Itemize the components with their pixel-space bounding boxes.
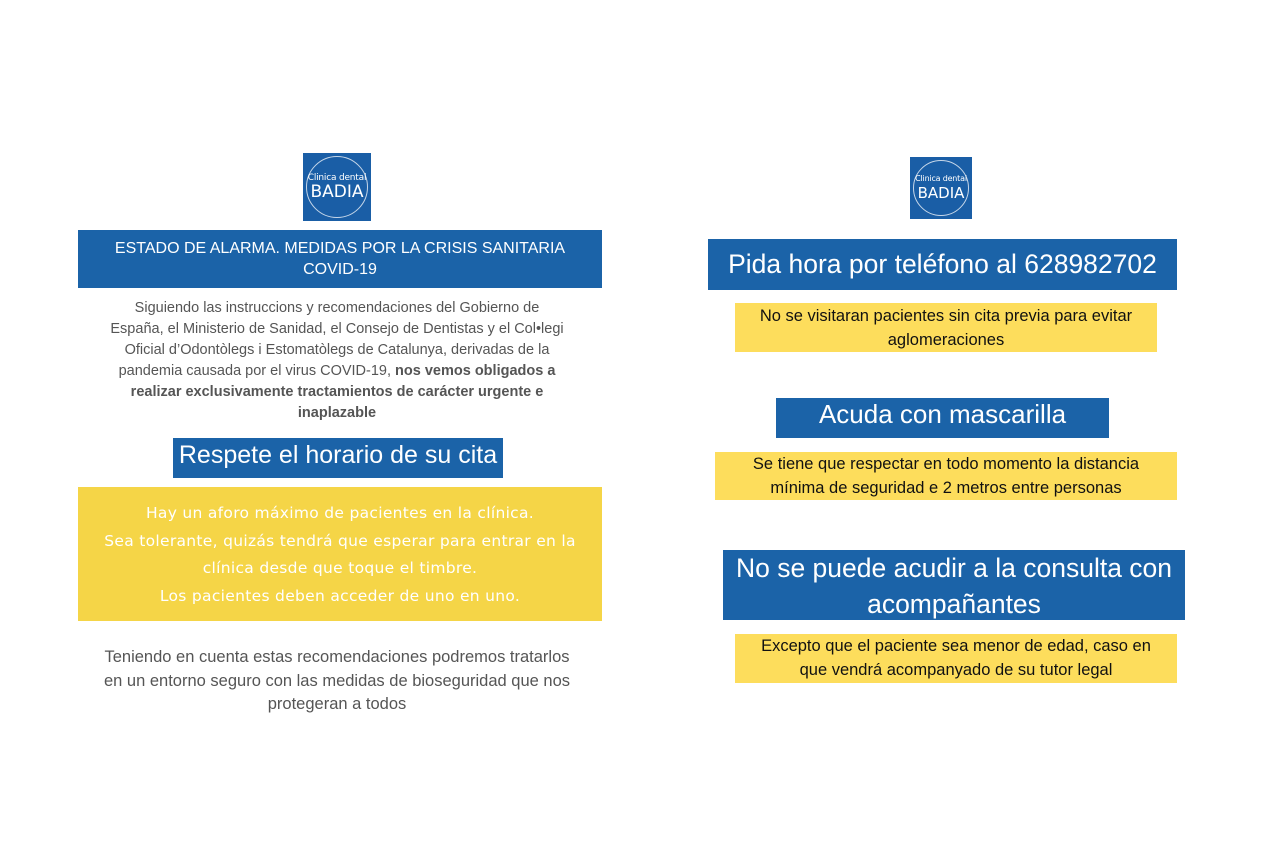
clinic-logo-right [910, 157, 972, 219]
logo-line2: BADIA [310, 182, 364, 202]
aforo-notice: Hay un aforo máximo de pacientes en la clínica. Sea tolerante, quizás tendrá que esperar para entrar en la clínica desde que toque el timbre. Los pacientes deben acceder de uno en uno. [78, 487, 602, 621]
logo-line2: BADIA [917, 184, 965, 202]
logo-line1: Clinica dental [307, 173, 367, 183]
respete-horario-banner: Respete el horario de su cita [173, 438, 503, 478]
excepto-notice: Excepto que el paciente sea menor de edad, caso en que vendrá acompanyado de su tutor legal [735, 634, 1177, 683]
clinic-logo-left [303, 153, 371, 221]
distancia-notice: Se tiene que respectar en todo momento la distancia mínima de seguridad e 2 metros entre personas [715, 452, 1177, 500]
acompanantes-banner: No se puede acudir a la consulta con acompañantes [723, 550, 1185, 620]
closing-paragraph: Teniendo en cuenta estas recomendaciones podremos tratarlos en un entorno seguro con las medidas de bioseguridad que nos protegeran a todos [104, 648, 570, 713]
no-cita-notice: No se visitaran pacientes sin cita previa para evitar aglomeraciones [735, 303, 1157, 352]
alarm-header: ESTADO DE ALARMA. MEDIDAS POR LA CRISIS SANITARIA COVID-19 [78, 230, 602, 288]
intro-paragraph: Siguiendo las instruccions y recomendaciones del Gobierno de España, el Ministerio de Sanidad, el Consejo de Dentistas y el Col•legi Oficial d’Odontòlegs i Estomatòlegs de Catalunya, derivadas de la pandemia causada por el virus COVID-19, nos vemos obligados a realizar exclusivamente tractamientos de carácter urgente e inaplazable [110, 300, 564, 421]
phone-banner: Pida hora por teléfono al 628982702 [708, 239, 1177, 290]
logo-line1: Clinica dental [915, 174, 967, 183]
mascarilla-banner: Acuda con mascarilla [776, 398, 1109, 438]
